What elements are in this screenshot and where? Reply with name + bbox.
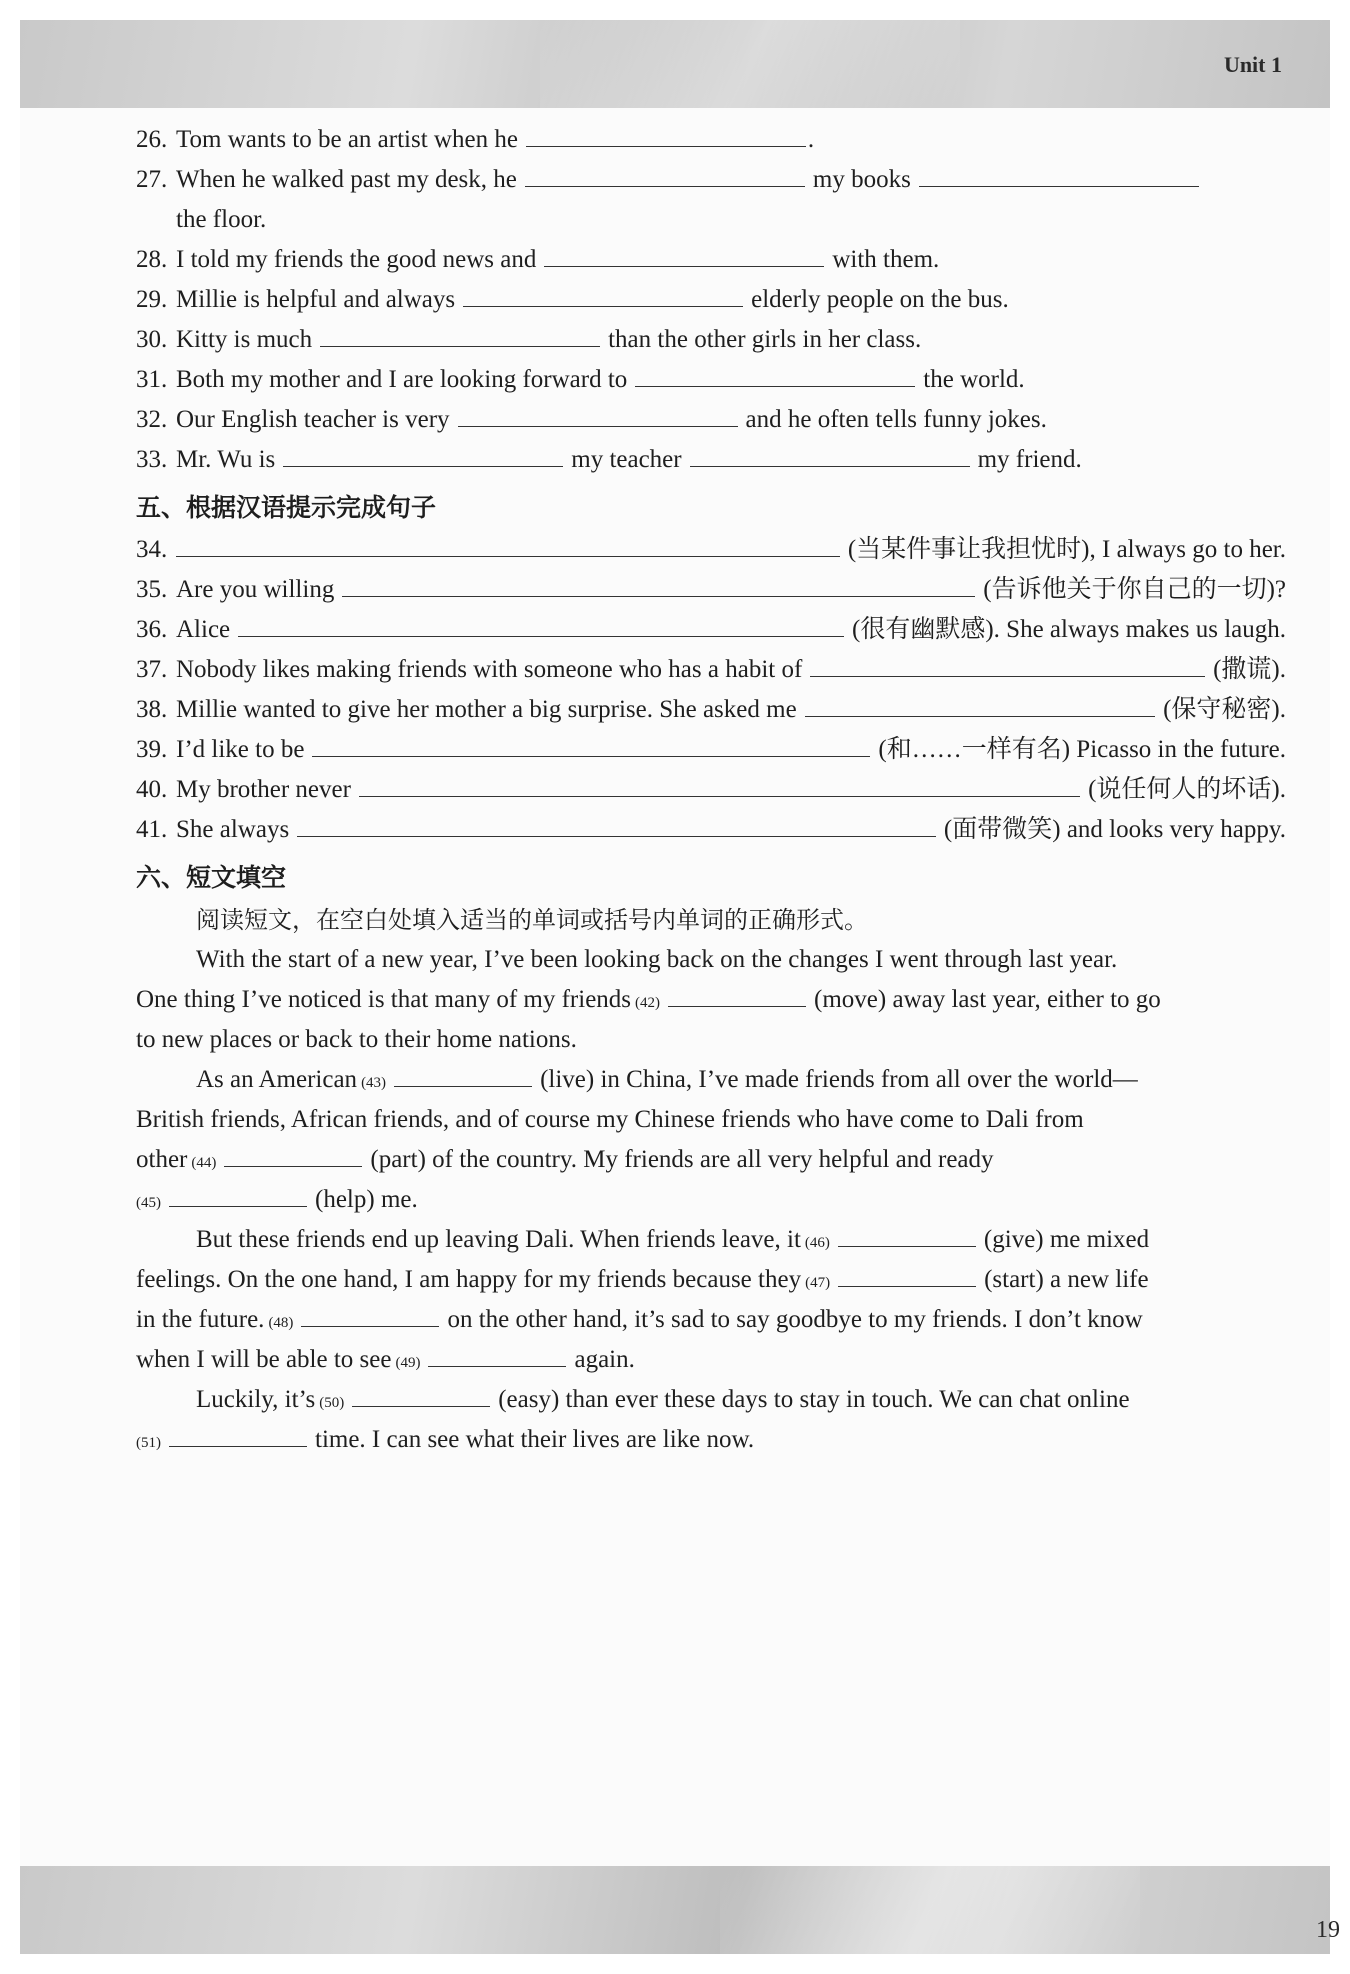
question-text: Tom wants to be an artist when he bbox=[176, 126, 518, 153]
answer-blank[interactable] bbox=[359, 772, 1080, 797]
answer-blank[interactable] bbox=[635, 362, 915, 387]
question-hint: (撒谎). bbox=[1213, 656, 1286, 683]
answer-blank[interactable] bbox=[458, 402, 738, 427]
question-number: 29. bbox=[136, 286, 168, 313]
question-32 bbox=[136, 400, 1286, 440]
passage-text: on the other hand, it’s sad to say goodbye to my friends. I don’t know bbox=[447, 1306, 1143, 1333]
answer-blank[interactable] bbox=[176, 532, 840, 557]
question-number: 33. bbox=[136, 446, 168, 473]
question-text: I’d like to be bbox=[176, 736, 305, 763]
question-text: with them. bbox=[832, 246, 940, 273]
question-35 bbox=[136, 570, 1286, 610]
answer-blank[interactable] bbox=[463, 282, 743, 307]
question-text: Mr. Wu is bbox=[176, 446, 276, 473]
question-number: 26. bbox=[136, 126, 168, 153]
answer-blank[interactable] bbox=[810, 652, 1205, 677]
passage-line bbox=[136, 940, 1286, 980]
passage-text: British friends, African friends, and of course my Chinese friends who have come to Dali from bbox=[136, 1106, 1084, 1133]
answer-blank-47[interactable] bbox=[838, 1262, 976, 1287]
question-30 bbox=[136, 320, 1286, 360]
answer-blank-50[interactable] bbox=[352, 1382, 490, 1407]
question-33 bbox=[136, 440, 1286, 480]
answer-blank[interactable] bbox=[238, 612, 844, 637]
passage-text: One thing I’ve noticed is that many of my friends bbox=[136, 986, 632, 1013]
passage-line: But these friends end up leaving Dali. When friends leave, it (46) (give) me mixed bbox=[136, 1220, 1286, 1260]
passage-text: With the start of a new year, I’ve been looking back on the changes I went through last year. bbox=[196, 946, 1118, 973]
passage-text: Luckily, it’s bbox=[196, 1386, 316, 1413]
question-number: 40. bbox=[136, 776, 168, 803]
answer-blank[interactable] bbox=[805, 692, 1155, 717]
section-title-6: 六、短文填空 bbox=[136, 863, 287, 892]
answer-blank-51[interactable] bbox=[169, 1422, 307, 1447]
question-text: my friend. bbox=[977, 446, 1082, 473]
question-number: 34. bbox=[136, 536, 168, 563]
question-number: 41. bbox=[136, 816, 168, 843]
question-text: my books bbox=[812, 166, 911, 193]
question-text: I told my friends the good news and bbox=[176, 246, 537, 273]
answer-blank[interactable] bbox=[526, 122, 806, 147]
answer-blank[interactable] bbox=[525, 162, 805, 187]
question-hint: (很有幽默感). She always makes us laugh. bbox=[852, 616, 1286, 643]
passage-line: (51) time. I can see what their lives are like now. bbox=[136, 1420, 1286, 1460]
answer-blank[interactable] bbox=[283, 442, 563, 467]
answer-blank-43[interactable] bbox=[394, 1062, 532, 1087]
question-text: the floor. bbox=[176, 206, 267, 233]
question-number: 27. bbox=[136, 166, 168, 193]
question-41 bbox=[136, 810, 1286, 850]
question-text: than the other girls in her class. bbox=[608, 326, 922, 353]
answer-blank-49[interactable] bbox=[428, 1342, 566, 1367]
passage-text: (move) away last year, either to go bbox=[814, 986, 1161, 1013]
passage-line: One thing I’ve noticed is that many of my friends (42) (move) away last year, either to go bbox=[136, 980, 1286, 1020]
question-text: and he often tells funny jokes. bbox=[745, 406, 1047, 433]
passage-text: time. I can see what their lives are like now. bbox=[315, 1426, 755, 1453]
section-title-5: 五、根据汉语提示完成句子 bbox=[136, 493, 437, 522]
question-text: elderly people on the bus. bbox=[751, 286, 1009, 313]
answer-blank-44[interactable] bbox=[224, 1142, 362, 1167]
answer-blank[interactable] bbox=[690, 442, 970, 467]
question-hint: (当某件事让我担忧时), I always go to her. bbox=[847, 536, 1286, 563]
passage-text: (help) me. bbox=[315, 1186, 418, 1213]
question-number: 37. bbox=[136, 656, 168, 683]
passage-text: in the future. bbox=[136, 1306, 265, 1333]
question-number: 36. bbox=[136, 616, 168, 643]
question-number: 38. bbox=[136, 696, 168, 723]
question-hint: (保守秘密). bbox=[1163, 696, 1286, 723]
question-39 bbox=[136, 730, 1286, 770]
passage-text: (give) me mixed bbox=[983, 1226, 1150, 1253]
question-text: My brother never bbox=[176, 776, 351, 803]
footer-band bbox=[20, 1866, 1330, 1954]
passage-line: other (44) (part) of the country. My friends are all very helpful and ready bbox=[136, 1140, 1286, 1180]
question-37 bbox=[136, 650, 1286, 690]
answer-blank-42[interactable] bbox=[668, 982, 806, 1007]
answer-blank[interactable] bbox=[919, 162, 1199, 187]
question-29 bbox=[136, 280, 1286, 320]
passage-line: Luckily, it’s (50) (easy) than ever these days to stay in touch. We can chat online bbox=[136, 1380, 1286, 1420]
question-38 bbox=[136, 690, 1286, 730]
passage-line bbox=[136, 1020, 1286, 1060]
question-31 bbox=[136, 360, 1286, 400]
answer-blank-48[interactable] bbox=[301, 1302, 439, 1327]
passage-line: when I will be able to see (49) again. bbox=[136, 1340, 1286, 1380]
question-text: the world. bbox=[923, 366, 1025, 393]
question-27-continued bbox=[136, 200, 1286, 240]
passage-line: (45) (help) me. bbox=[136, 1180, 1286, 1220]
passage-text: (easy) than ever these days to stay in touch. We can chat online bbox=[498, 1386, 1130, 1413]
section-instruction: 阅读短文，在空白处填入适当的单词或括号内单词的正确形式。 bbox=[196, 906, 868, 934]
worksheet-body bbox=[136, 120, 1286, 1460]
question-34 bbox=[136, 530, 1286, 570]
answer-blank-46[interactable] bbox=[838, 1222, 976, 1247]
question-number: 35. bbox=[136, 576, 168, 603]
question-27 bbox=[136, 160, 1286, 200]
question-number: 32. bbox=[136, 406, 168, 433]
question-number: 28. bbox=[136, 246, 168, 273]
question-40 bbox=[136, 770, 1286, 810]
question-text: . bbox=[807, 126, 815, 153]
question-number: 30. bbox=[136, 326, 168, 353]
passage-text: (part) of the country. My friends are all very helpful and ready bbox=[370, 1146, 994, 1173]
passage-text: (start) a new life bbox=[984, 1266, 1149, 1293]
question-text: Both my mother and I are looking forward to bbox=[176, 366, 628, 393]
answer-blank[interactable] bbox=[342, 572, 975, 597]
question-text: Are you willing bbox=[176, 576, 335, 603]
question-number: 39. bbox=[136, 736, 168, 763]
passage-line bbox=[136, 1100, 1286, 1140]
passage-text: other bbox=[136, 1146, 188, 1173]
question-text: Kitty is much bbox=[176, 326, 313, 353]
answer-blank[interactable] bbox=[320, 322, 600, 347]
question-text: Alice bbox=[176, 616, 231, 643]
passage-text: when I will be able to see bbox=[136, 1346, 392, 1373]
question-text: Millie is helpful and always bbox=[176, 286, 456, 313]
question-text: my teacher bbox=[571, 446, 682, 473]
answer-blank[interactable] bbox=[297, 812, 936, 837]
question-hint: (面带微笑) and looks very happy. bbox=[943, 816, 1286, 843]
question-text: She always bbox=[176, 816, 290, 843]
question-hint: (告诉他关于你自己的一切)? bbox=[983, 576, 1286, 603]
question-number: 31. bbox=[136, 366, 168, 393]
answer-blank[interactable] bbox=[544, 242, 824, 267]
passage-text: As an American bbox=[196, 1066, 358, 1093]
passage-text: again. bbox=[574, 1346, 635, 1373]
question-text: Nobody likes making friends with someone who has a habit of bbox=[176, 656, 803, 683]
passage-line: feelings. On the one hand, I am happy for my friends because they (47) (start) a new life bbox=[136, 1260, 1286, 1300]
answer-blank[interactable] bbox=[312, 732, 870, 757]
question-28 bbox=[136, 240, 1286, 280]
unit-label: Unit 1 bbox=[1223, 52, 1282, 77]
passage-line: in the future. (48) on the other hand, it’s sad to say goodbye to my friends. I don’t know bbox=[136, 1300, 1286, 1340]
question-text: When he walked past my desk, he bbox=[176, 166, 517, 193]
question-text: Millie wanted to give her mother a big surprise. She asked me bbox=[176, 696, 797, 723]
passage-line: As an American (43) (live) in China, I’ve made friends from all over the world— bbox=[136, 1060, 1286, 1100]
header-band bbox=[20, 20, 1330, 108]
question-36 bbox=[136, 610, 1286, 650]
question-hint: (说任何人的坏话). bbox=[1088, 776, 1286, 803]
passage-text: But these friends end up leaving Dali. When friends leave, it bbox=[196, 1226, 801, 1253]
question-hint: (和……一样有名) Picasso in the future. bbox=[878, 736, 1286, 763]
question-text: Our English teacher is very bbox=[176, 406, 450, 433]
answer-blank-45[interactable] bbox=[169, 1182, 307, 1207]
passage-text: feelings. On the one hand, I am happy for my friends because they bbox=[136, 1266, 802, 1293]
passage-text: to new places or back to their home nations. bbox=[136, 1026, 577, 1053]
page-number: 19 bbox=[1316, 1917, 1340, 1943]
passage-text: (live) in China, I’ve made friends from all over the world— bbox=[540, 1066, 1138, 1093]
question-26 bbox=[136, 120, 1286, 160]
